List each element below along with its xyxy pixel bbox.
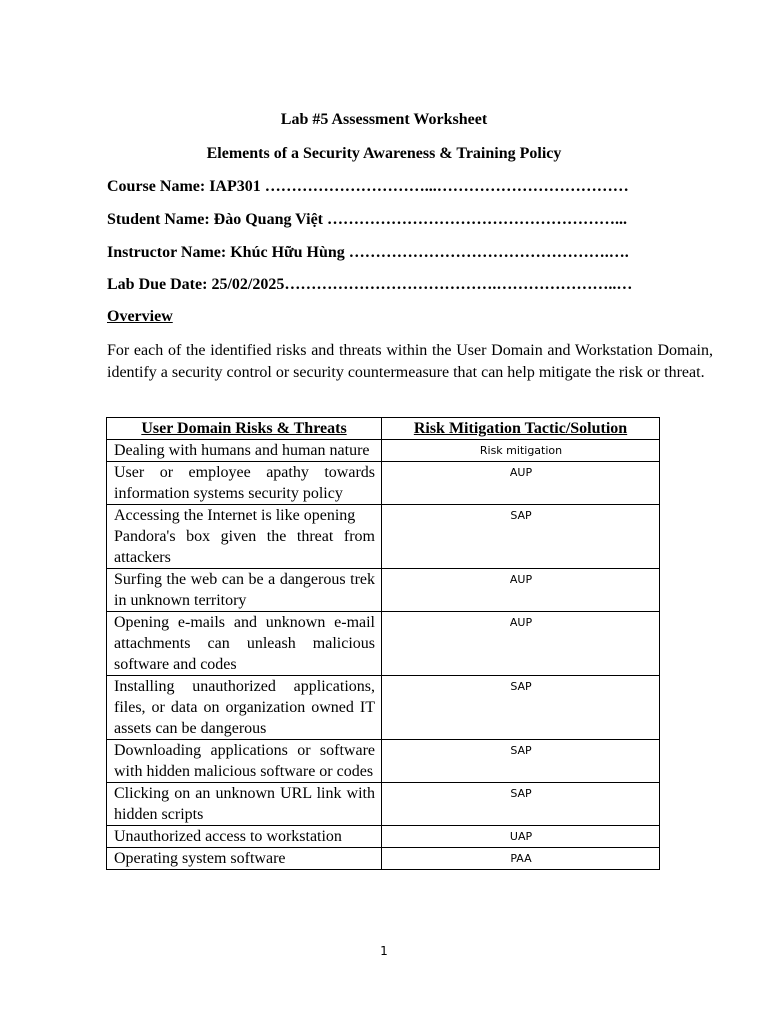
table-row	[107, 826, 660, 848]
mitigation-cell: AUP	[382, 612, 660, 676]
mitigation-cell: UAP	[382, 826, 660, 848]
table-header-row	[107, 418, 660, 440]
mitigation-cell: SAP	[382, 740, 660, 783]
student-name-line: Student Name: Đào Quang Việt ………………………………………………...	[107, 211, 628, 228]
risk-cell: Clicking on an unknown URL link with hidden scripts	[107, 783, 382, 826]
mitigation-cell: SAP	[382, 676, 660, 740]
column-header-mitigation: Risk Mitigation Tactic/Solution	[382, 418, 660, 440]
overview-paragraph: For each of the identified risks and threats within the User Domain and Workstation Domain, identify a security control or security countermeasure that can help mitigate the risk or threat.	[107, 342, 713, 381]
risk-cell: Surfing the web can be a dangerous trek in unknown territory	[107, 569, 382, 612]
course-name-line: Course Name: IAP301 …………………………...………………………………	[107, 178, 629, 195]
table-row	[107, 612, 660, 676]
mitigation-cell: AUP	[382, 569, 660, 612]
table-row	[107, 505, 660, 569]
table-row	[107, 676, 660, 740]
table-row	[107, 569, 660, 612]
mitigation-cell: SAP	[382, 783, 660, 826]
risk-table-body	[107, 440, 660, 870]
risk-cell: Opening e-mails and unknown e-mail attachments can unleash malicious software and codes	[107, 612, 382, 676]
table-row	[107, 740, 660, 783]
risk-cell: Unauthorized access to workstation	[107, 826, 382, 848]
overview-heading: Overview	[107, 308, 173, 325]
risk-cell: Dealing with humans and human nature	[107, 440, 382, 462]
risk-table	[106, 417, 660, 870]
risk-cell: Downloading applications or software with hidden malicious software or codes	[107, 740, 382, 783]
mitigation-cell: Risk mitigation	[382, 440, 660, 462]
mitigation-cell: AUP	[382, 462, 660, 505]
document-subtitle: Elements of a Security Awareness & Training Policy	[206, 145, 562, 162]
document-title: Lab #5 Assessment Worksheet	[280, 111, 488, 128]
table-row	[107, 783, 660, 826]
due-date-line: Lab Due Date: 25/02/2025………………………………….…………………..…	[107, 276, 633, 293]
risk-cell: Accessing the Internet is like opening Pandora's box given the threat from attackers	[107, 505, 382, 569]
column-header-risks: User Domain Risks & Threats	[107, 418, 382, 440]
table-row	[107, 462, 660, 505]
instructor-name-line: Instructor Name: Khúc Hữu Hùng ………………………………………….….	[107, 244, 629, 261]
risk-cell: Operating system software	[107, 848, 382, 870]
mitigation-cell: PAA	[382, 848, 660, 870]
table-row	[107, 848, 660, 870]
risk-cell: User or employee apathy towards information systems security policy	[107, 462, 382, 505]
risk-cell: Installing unauthorized applications, files, or data on organization owned IT assets can be dangerous	[107, 676, 382, 740]
mitigation-cell: SAP	[382, 505, 660, 569]
page-number: 1	[380, 944, 388, 958]
table-row	[107, 440, 660, 462]
